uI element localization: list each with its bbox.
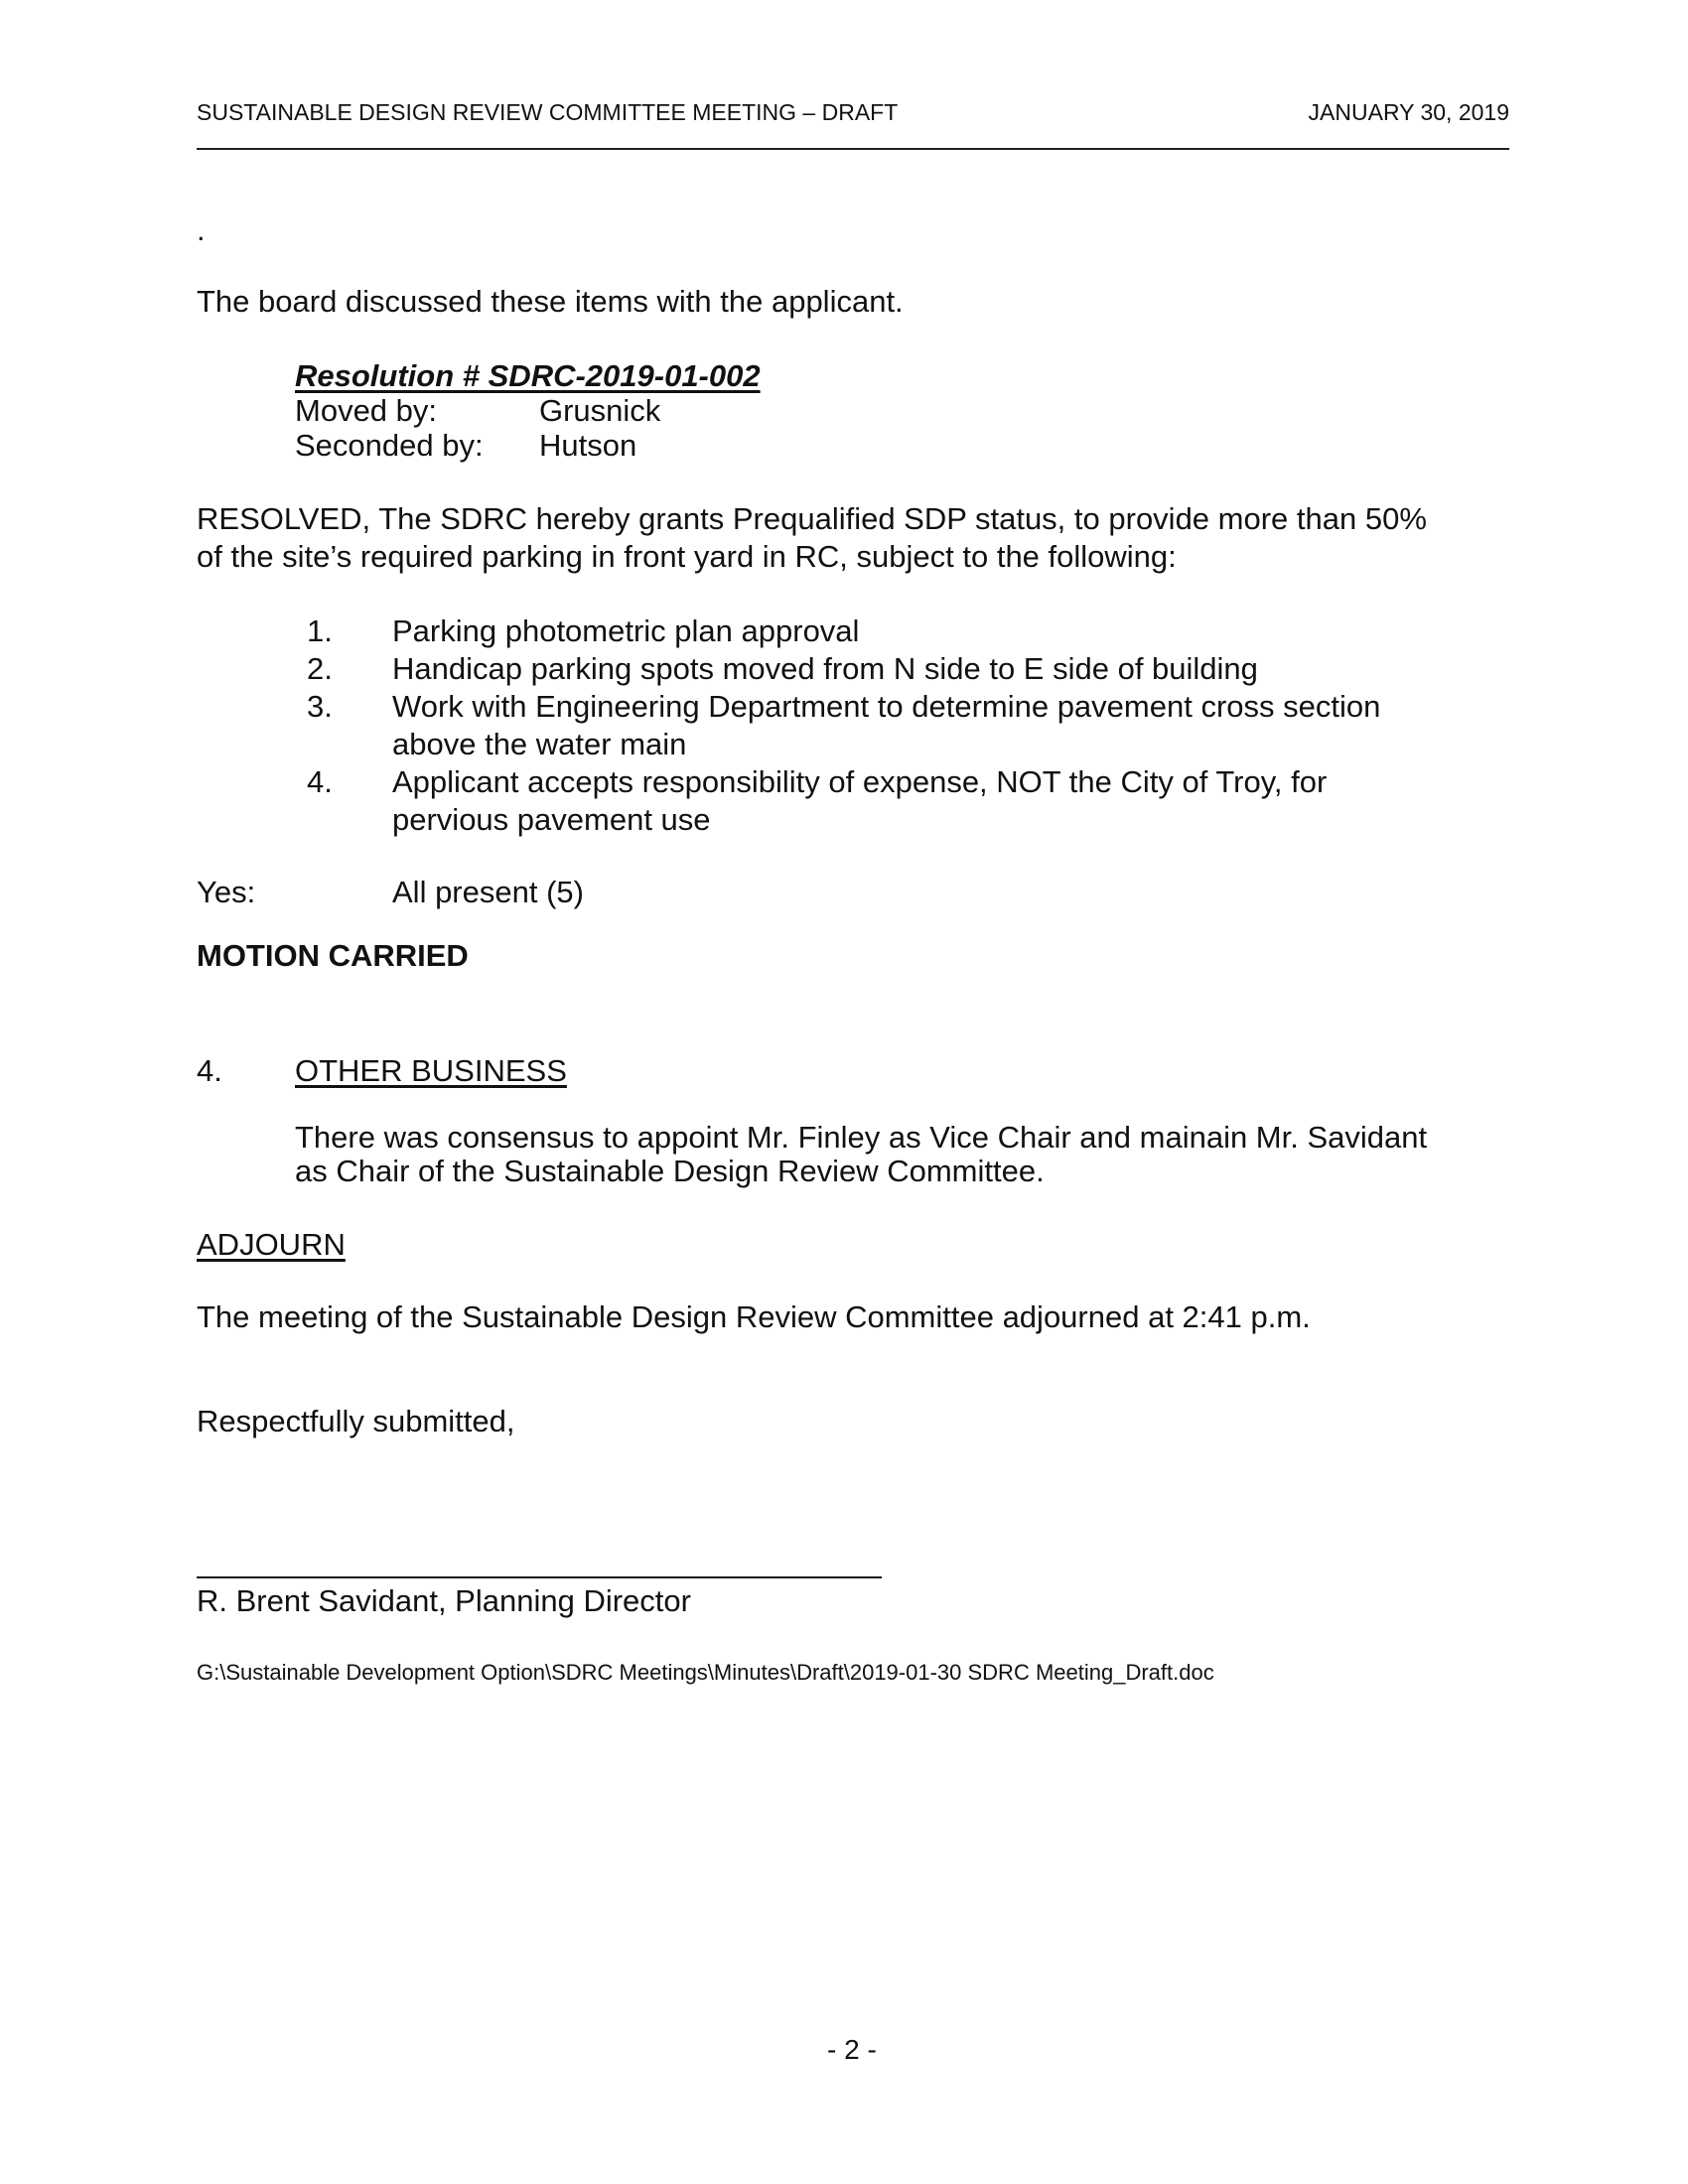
condition-text: Work with Engineering Department to determine pavement cross section xyxy=(392,689,1381,724)
other-business-line-1: There was consensus to appoint Mr. Finley as Vice Chair and mainain Mr. Savidant xyxy=(295,1120,1428,1155)
moved-by-label: Moved by: xyxy=(295,393,438,428)
header-title: SUSTAINABLE DESIGN REVIEW COMMITTEE MEETING – DRAFT xyxy=(197,99,899,125)
condition-text-continued: pervious pavement use xyxy=(392,802,711,837)
resolution-title: Resolution # SDRC-2019-01-002 xyxy=(295,358,761,393)
closing-text: Respectfully submitted, xyxy=(197,1404,515,1438)
other-business-number: 4. xyxy=(197,1053,222,1088)
resolved-line-1: RESOLVED, The SDRC hereby grants Prequalified SDP status, to provide more than 50% xyxy=(197,501,1427,536)
condition-text: Parking photometric plan approval xyxy=(392,614,860,648)
adjourn-heading: ADJOURN xyxy=(197,1227,346,1262)
header-rule xyxy=(197,148,1509,150)
signature-name: R. Brent Savidant, Planning Director xyxy=(197,1583,691,1618)
condition-number: 4. xyxy=(307,764,333,799)
vote-value: All present (5) xyxy=(392,875,584,909)
resolved-line-2: of the site’s required parking in front yard in RC, subject to the following: xyxy=(197,539,1177,574)
page-number: - 2 - xyxy=(827,2034,877,2065)
stray-period: . xyxy=(197,212,206,247)
discussion-text: The board discussed these items with the applicant. xyxy=(197,284,904,319)
condition-text: Applicant accepts responsibility of expense, NOT the City of Troy, for xyxy=(392,764,1328,799)
adjourn-text: The meeting of the Sustainable Design Review Committee adjourned at 2:41 p.m. xyxy=(197,1299,1311,1334)
moved-by-value: Grusnick xyxy=(539,393,661,428)
other-business-heading: OTHER BUSINESS xyxy=(295,1053,567,1088)
condition-number: 2. xyxy=(307,651,333,686)
condition-text: Handicap parking spots moved from N side to E side of building xyxy=(392,651,1258,686)
condition-number: 1. xyxy=(307,614,333,648)
condition-text-continued: above the water main xyxy=(392,727,687,761)
signature-line xyxy=(197,1576,882,1578)
header-date: JANUARY 30, 2019 xyxy=(1308,99,1509,125)
seconded-by-label: Seconded by: xyxy=(295,428,484,463)
vote-label: Yes: xyxy=(197,875,256,909)
condition-number: 3. xyxy=(307,689,333,724)
seconded-by-value: Hutson xyxy=(539,428,637,463)
motion-carried: MOTION CARRIED xyxy=(197,938,469,973)
file-path: G:\Sustainable Development Option\SDRC Meetings\Minutes\Draft\2019-01-30 SDRC Meeting_Draft.doc xyxy=(197,1660,1214,1685)
other-business-line-2: as Chair of the Sustainable Design Review Committee. xyxy=(295,1154,1045,1188)
